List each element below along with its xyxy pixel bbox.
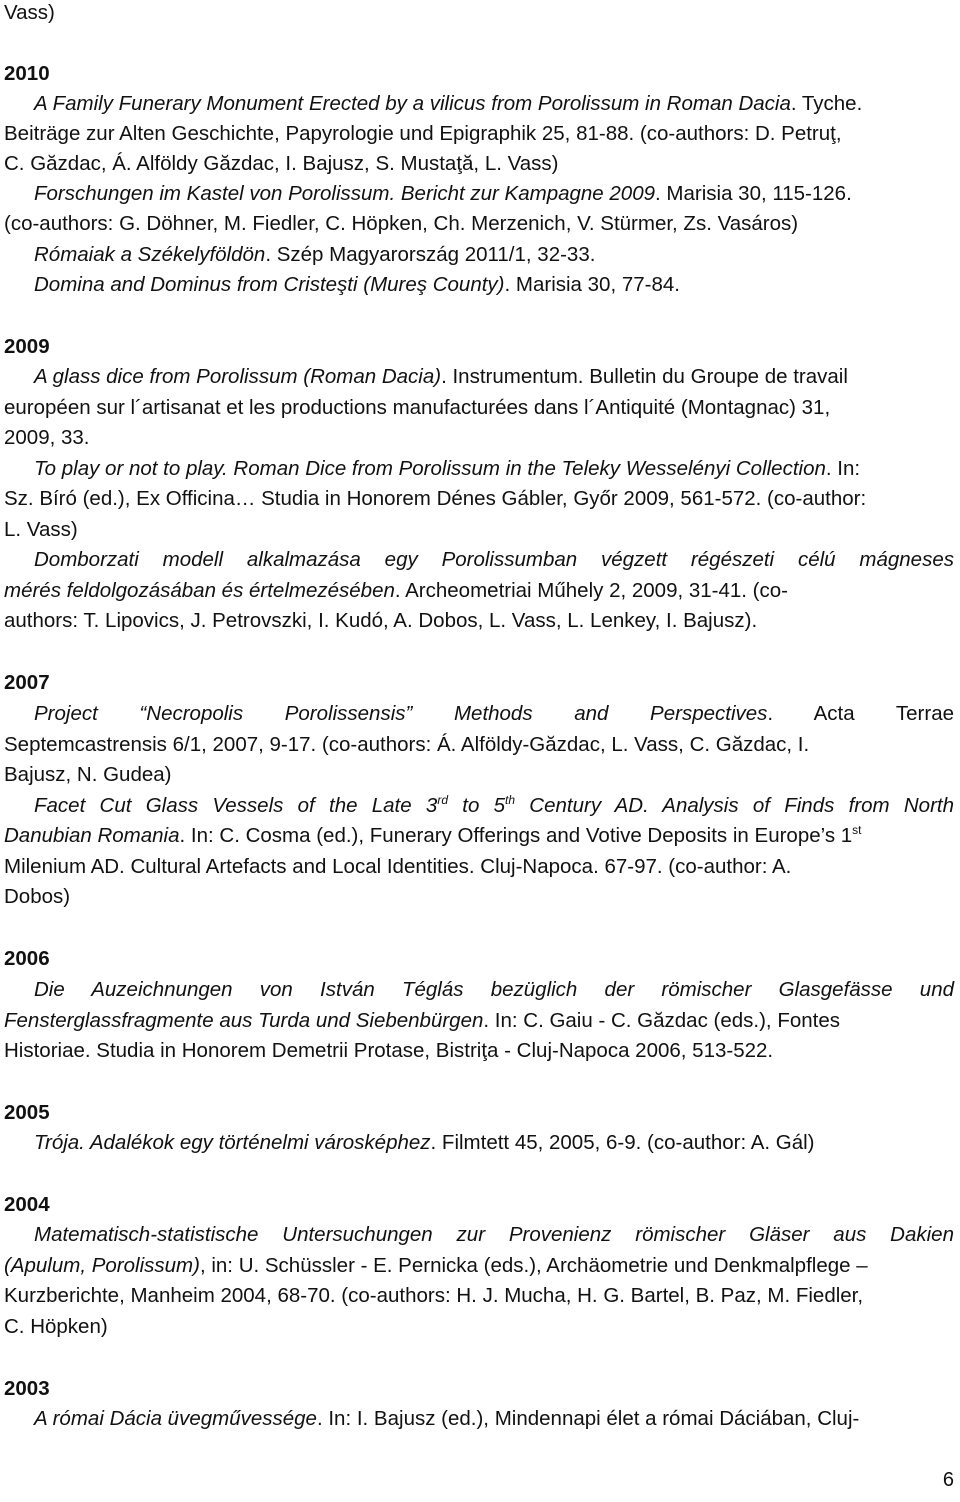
italic-title-segment: Forschungen im Kastel von Porolissum. Bericht zur Kampagne 2009: [34, 182, 656, 205]
text-line: [34, 1222, 954, 1248]
italic-title-segment: Die Auzeichnungen von István Téglás bezüglich der römischer Glasgefässe und: [34, 978, 954, 1001]
italic-title-segment: Domina and Dominus from Cristeşti (Mureş County): [34, 273, 505, 296]
text-segment: C. Höpken): [4, 1315, 108, 1338]
text-segment: . Marisia 30, 115-126.: [655, 182, 852, 205]
italic-title-segment: Facet Cut Glass Vessels of the Late 3: [34, 794, 438, 817]
text-segment: européen sur l´artisanat et les productions manufacturées dans l´Antiquité (Montagnac) 31,: [4, 396, 831, 419]
text-segment: 2006: [4, 947, 50, 970]
text-line: [4, 211, 798, 237]
text-segment: st: [852, 823, 862, 838]
text-line: [4, 762, 172, 788]
text-line: [34, 456, 860, 482]
year-heading: [4, 670, 50, 696]
text-segment: 2009, 33.: [4, 426, 90, 449]
text-segment: Beiträge zur Alten Geschichte, Papyrologie und Epigraphik 25, 81-88. (co-authors: D. Petruţ,: [4, 122, 842, 145]
text-segment: C. Găzdac, Á. Alföldy Găzdac, I. Bajusz, S. Mustaţă, L. Vass): [4, 152, 559, 175]
text-line: [4, 578, 788, 604]
italic-title-segment: Matematisch-statistische Untersuchungen zur Provenienz römischer Gläser aus Dakien: [34, 1223, 954, 1246]
text-segment: Historiae. Studia in Honorem Demetrii Protase, Bistriţa - Cluj-Napoca 2006, 513-522.: [4, 1039, 774, 1062]
text-line: [34, 272, 680, 298]
text-segment: Milenium AD. Cultural Artefacts and Local Identities. Cluj-Napoca. 67-97. (co-author: A.: [4, 855, 792, 878]
text-line: [4, 608, 757, 634]
text-line: [4, 823, 862, 849]
text-segment: . Szép Magyarország 2011/1, 32-33.: [265, 243, 596, 266]
year-heading: [4, 334, 50, 360]
text-segment: 2005: [4, 1101, 50, 1124]
text-segment: 2010: [4, 62, 50, 85]
text-line: [34, 793, 954, 819]
text-segment: . In:: [825, 457, 861, 480]
text-segment: . Instrumentum. Bulletin du Groupe de travail: [441, 365, 848, 388]
text-line: [34, 242, 595, 268]
text-line: [34, 1130, 815, 1156]
year-heading: [4, 61, 50, 87]
year-heading: [4, 1192, 50, 1218]
italic-title-segment: A glass dice from Porolissum (Roman Dacia): [34, 365, 442, 388]
text-line: [34, 977, 954, 1003]
italic-title-segment: Domborzati modell alkalmazása egy Porolissumban végzett régészeti célú mágneses: [34, 548, 954, 571]
text-line: [4, 1314, 108, 1340]
text-line: [4, 151, 559, 177]
text-line: [34, 1406, 859, 1432]
italic-title-segment: rd: [437, 793, 448, 808]
year-heading: [4, 946, 50, 972]
text-line: [4, 1008, 840, 1034]
text-segment: Dobos): [4, 885, 71, 908]
text-line: [34, 701, 954, 727]
italic-title-segment: A római Dácia üvegművessége: [34, 1407, 317, 1430]
text-segment: L. Vass): [4, 518, 78, 541]
italic-title-segment: to 5: [448, 794, 506, 817]
text-segment: (co-authors: G. Döhner, M. Fiedler, C. Höpken, Ch. Merzenich, V. Stürmer, Zs. Vasáros): [4, 212, 799, 235]
text-segment: . Marisia 30, 77-84.: [504, 273, 680, 296]
italic-title-segment: Fensterglassfragmente aus Turda und Siebenbürgen: [4, 1009, 484, 1032]
text-segment: Vass): [4, 1, 55, 24]
italic-title-segment: mérés feldolgozásában és értelmezésében: [4, 579, 395, 602]
text-segment: 2007: [4, 671, 50, 694]
text-segment: . Acta Terrae: [767, 702, 955, 725]
text-segment: 2004: [4, 1193, 50, 1216]
text-segment: 2003: [4, 1377, 50, 1400]
text-line: [4, 425, 90, 451]
text-line: [34, 364, 848, 390]
italic-title-segment: Trója. Adalékok egy történelmi városképhez: [34, 1131, 431, 1154]
italic-title-segment: A Family Funerary Monument Erected by a vilicus from Porolissum in Roman Dacia: [34, 92, 791, 115]
text-segment: Septemcastrensis 6/1, 2007, 9-17. (co-authors: Á. Alföldy-Găzdac, L. Vass, C. Găzdac, I.: [4, 733, 810, 756]
text-line: [4, 517, 78, 543]
text-segment: . In: I. Bajusz (ed.), Mindennapi élet a római Dáciában, Cluj-: [316, 1407, 860, 1430]
italic-title-segment: To play or not to play. Roman Dice from Porolissum in the Teleky Wesselényi Collection: [34, 457, 826, 480]
text-line: [4, 1283, 863, 1309]
text-segment: . In: C. Gaiu - C. Găzdac (eds.), Fontes: [483, 1009, 840, 1032]
text-line: [4, 121, 842, 147]
text-segment: 2009: [4, 335, 50, 358]
text-segment: . In: C. Cosma (ed.), Funerary Offerings and Votive Deposits in Europe’s 1: [179, 824, 853, 847]
text-line: [34, 181, 852, 207]
italic-title-segment: (Apulum, Porolissum): [4, 1254, 200, 1277]
text-segment: Kurzberichte, Manheim 2004, 68-70. (co-authors: H. J. Mucha, H. G. Bartel, B. Paz, M. Fiedler,: [4, 1284, 864, 1307]
italic-title-segment: th: [505, 793, 516, 808]
text-line: [4, 1038, 773, 1064]
page-number: 6: [942, 1469, 954, 1491]
text-line: [34, 91, 862, 117]
text-segment: . Filmtett 45, 2005, 6-9. (co-author: A. Gál): [430, 1131, 815, 1154]
text-line: [4, 884, 70, 910]
text-line: [4, 1253, 868, 1279]
italic-title-segment: Danubian Romania: [4, 824, 180, 847]
text-segment: . Archeometriai Műhely 2, 2009, 31-41. (co-: [394, 579, 788, 602]
italic-title-segment: Project “Necropolis Porolissensis” Methods and Perspectives: [34, 702, 768, 725]
italic-title-segment: Century AD. Analysis of Finds from North: [515, 794, 955, 817]
italic-title-segment: Rómaiak a Székelyföldön: [34, 243, 266, 266]
text-segment: , in: U. Schüssler - E. Pernicka (eds.), Archäometrie und Denkmalpflege –: [199, 1254, 868, 1277]
text-line: [4, 854, 791, 880]
year-heading: [4, 1100, 50, 1126]
text-segment: Sz. Bíró (ed.), Ex Officina… Studia in Honorem Dénes Gábler, Győr 2009, 561-572. (co-author:: [4, 487, 867, 510]
text-line: [4, 0, 55, 26]
text-line: [4, 732, 809, 758]
year-heading: [4, 1376, 50, 1402]
text-line: [34, 547, 954, 573]
text-segment: . Tyche.: [790, 92, 863, 115]
text-segment: authors: T. Lipovics, J. Petrovszki, I. Kudó, A. Dobos, L. Vass, L. Lenkey, I. Bajusz).: [4, 609, 758, 632]
text-line: [4, 486, 866, 512]
text-line: [4, 395, 830, 421]
text-segment: Bajusz, N. Gudea): [4, 763, 172, 786]
